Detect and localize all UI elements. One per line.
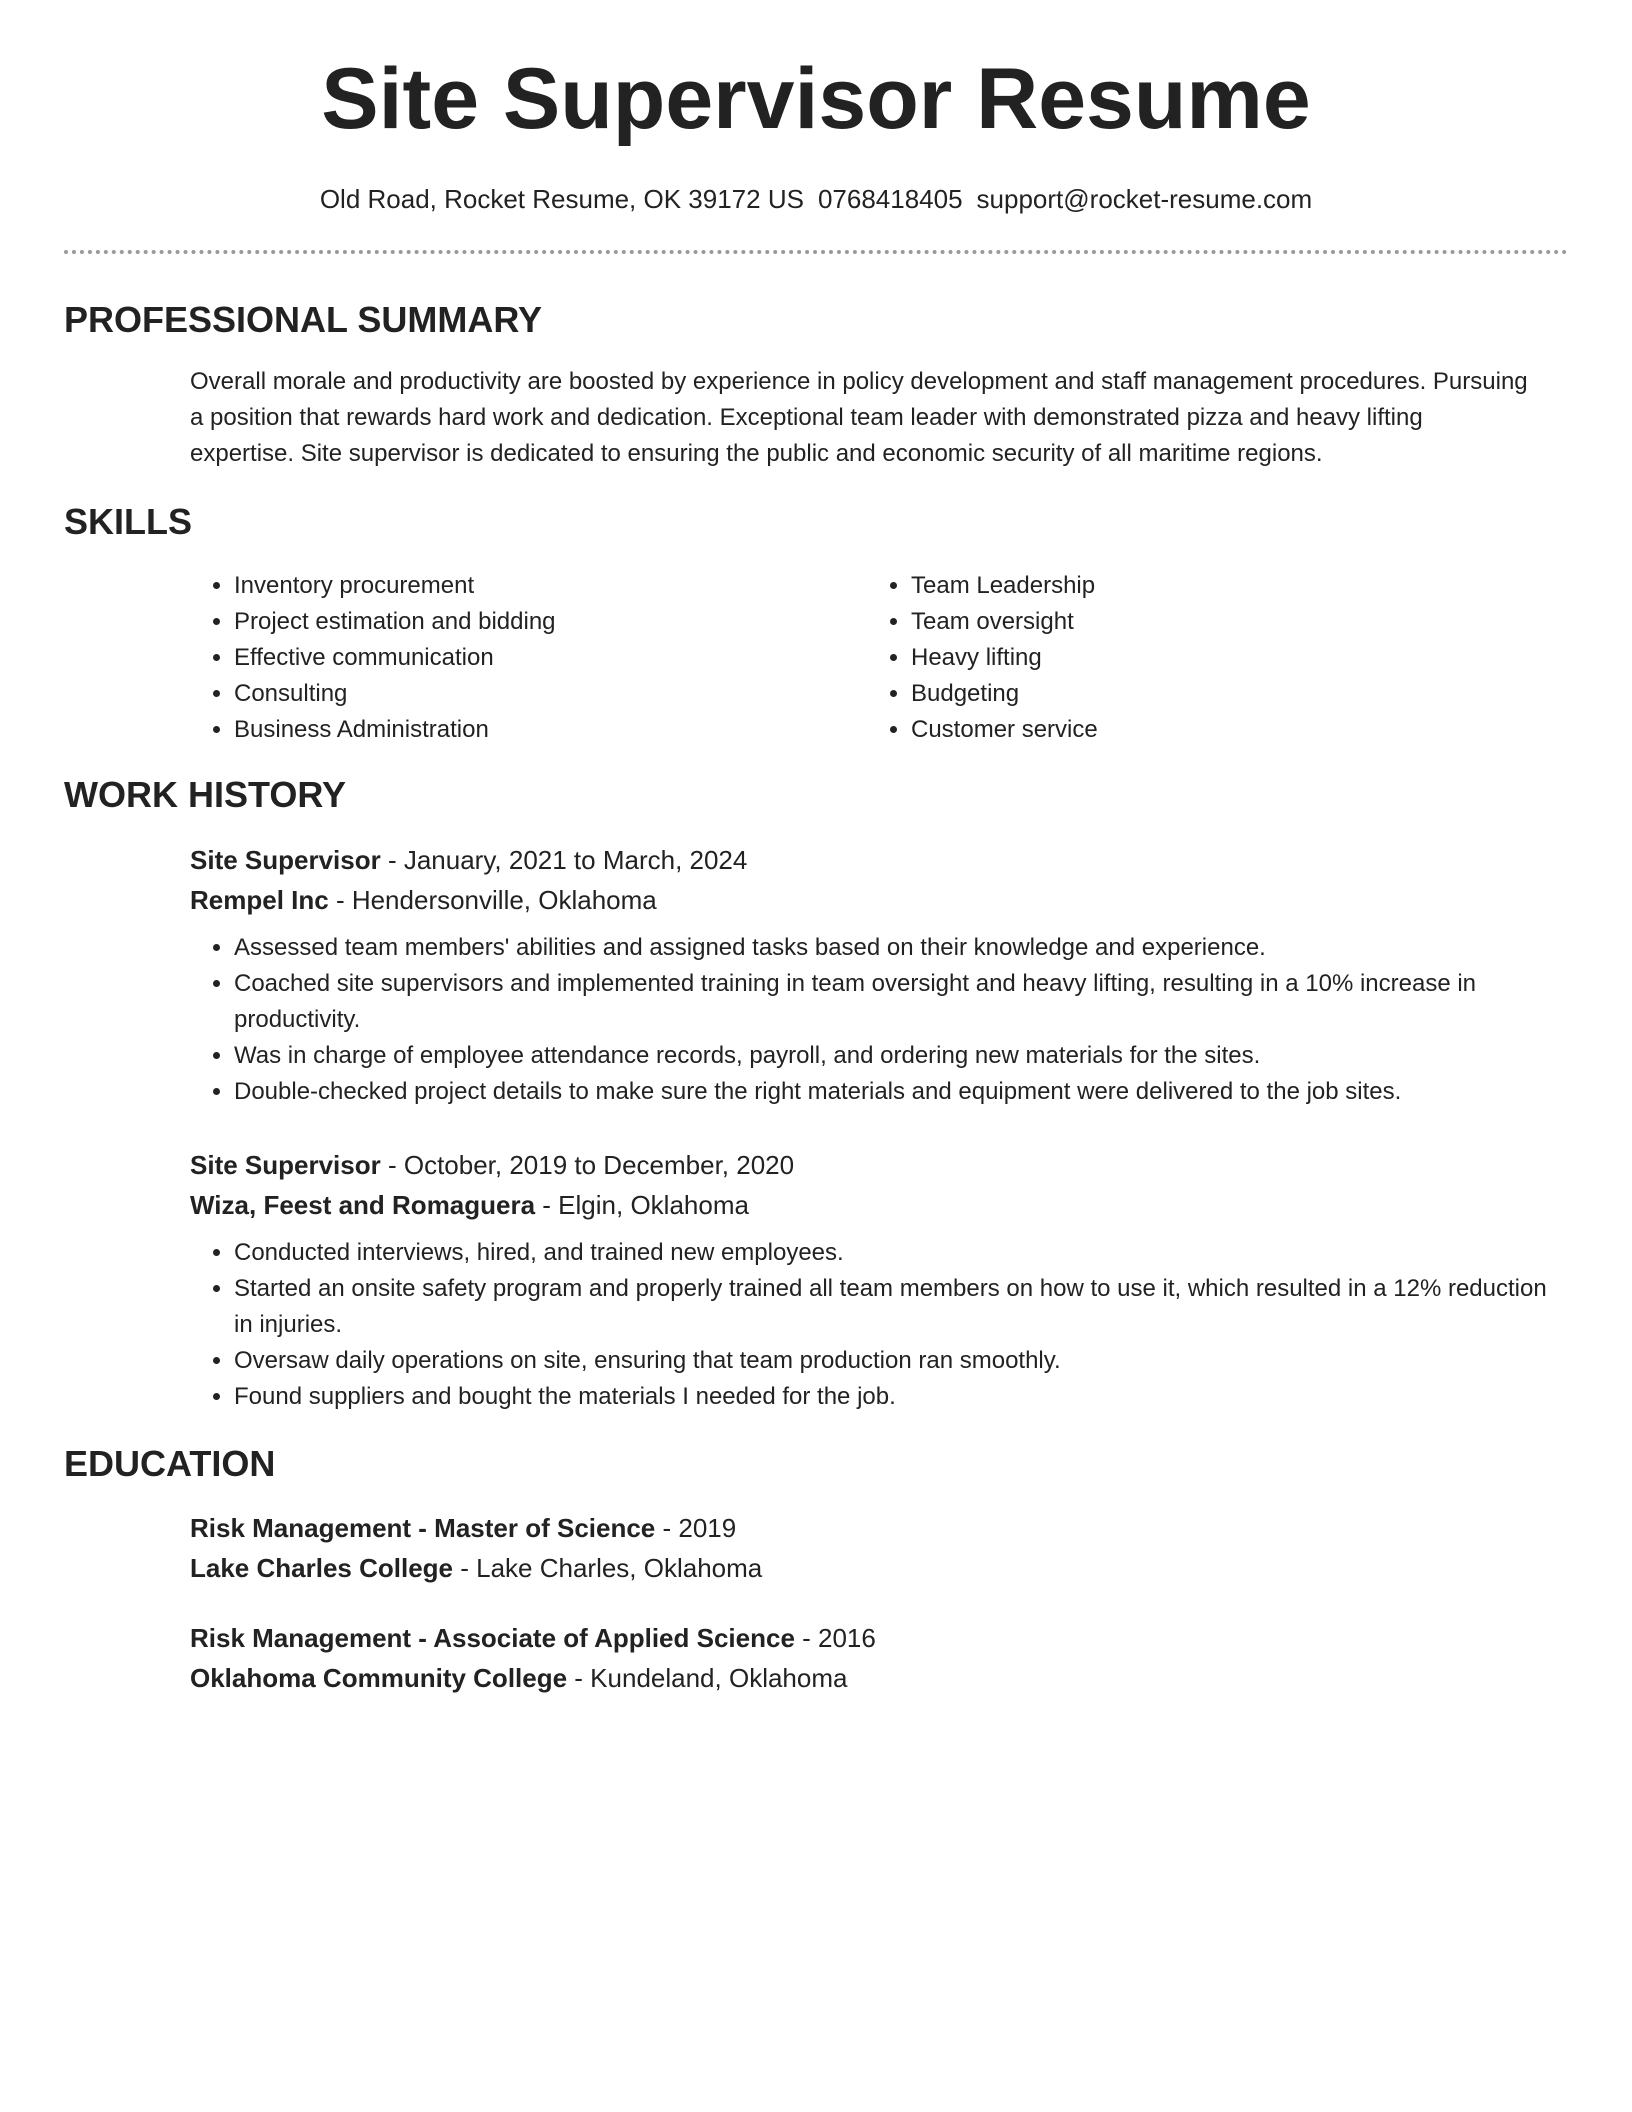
education-school-line: [190, 1658, 1550, 1698]
education-degree-line: [190, 1508, 1550, 1548]
skill-item: • Business Administration: [234, 712, 556, 748]
job-bullet: • Conducted interviews, hired, and trained new employees.: [234, 1235, 1550, 1271]
skill-item: • Customer service: [911, 712, 1098, 748]
header-divider: [64, 250, 1568, 254]
summary-text: Overall morale and productivity are boosted by experience in policy development and staff management procedures. Pursuing a position that rewards hard work and dedication. Exceptional team leader with demonstrated pizza and heavy lifting expertise. Site supervisor is dedicated to ensuring the public and economic security of all maritime regions.: [190, 368, 1528, 467]
job-company: Wiza, Feest and Romaguera: [190, 1190, 536, 1220]
job-bullet: • Started an onsite safety program and properly trained all team members on how to use it, which resulted in a 12% reduction in injuries.: [234, 1271, 1550, 1343]
education-entry: [190, 1618, 1550, 1698]
job-entry: [190, 840, 1550, 1110]
job-bullet: • Assessed team members' abilities and assigned tasks based on their knowledge and experience.: [234, 930, 1550, 966]
job-dates: - October, 2019 to December, 2020: [380, 1150, 795, 1180]
job-bullet: • Oversaw daily operations on site, ensuring that team production ran smoothly.: [234, 1343, 1550, 1379]
education-entry: [190, 1508, 1550, 1588]
contact-line: [0, 180, 1632, 218]
job-dates: - January, 2021 to March, 2024: [380, 845, 748, 875]
skill-item: • Effective communication: [234, 640, 556, 676]
skill-item: • Budgeting: [911, 676, 1098, 712]
education-year: - 2016: [794, 1623, 876, 1653]
resume-title: Site Supervisor Resume: [321, 51, 1311, 147]
skills-list-left: [190, 568, 556, 748]
education-degree: Risk Management - Associate of Applied Science: [190, 1623, 795, 1653]
skills-list-right: [867, 568, 1098, 748]
job-title-line: [190, 840, 1550, 880]
education-degree-line: [190, 1618, 1550, 1658]
skill-item: • Heavy lifting: [911, 640, 1098, 676]
job-title: Site Supervisor: [190, 845, 381, 875]
education-school: Oklahoma Community College: [190, 1663, 568, 1693]
skill-item: • Inventory procurement: [234, 568, 556, 604]
job-company-line: [190, 880, 1550, 920]
job-title-line: [190, 1145, 1550, 1185]
job-location: - Elgin, Oklahoma: [535, 1190, 749, 1220]
skill-item: • Team Leadership: [911, 568, 1098, 604]
job-bullets: [190, 1235, 1550, 1415]
education-degree: Risk Management - Master of Science: [190, 1513, 656, 1543]
contact-email[interactable]: support@rocket-resume.com: [976, 184, 1313, 214]
job-title: Site Supervisor: [190, 1150, 381, 1180]
job-company: Rempel Inc: [190, 885, 329, 915]
job-bullets: [190, 930, 1550, 1110]
job-entry: [190, 1145, 1550, 1415]
job-bullet: • Was in charge of employee attendance records, payroll, and ordering new materials for the sites.: [234, 1038, 1550, 1074]
skills-heading: SKILLS: [64, 501, 193, 542]
job-company-line: [190, 1185, 1550, 1225]
skill-item: • Team oversight: [911, 604, 1098, 640]
job-bullet: • Found suppliers and bought the materials I needed for the job.: [234, 1379, 1550, 1415]
job-bullet: • Double-checked project details to make sure the right materials and equipment were delivered to the job sites.: [234, 1074, 1550, 1110]
skill-item: • Project estimation and bidding: [234, 604, 556, 640]
education-heading: EDUCATION: [64, 1443, 276, 1484]
contact-address: Old Road, Rocket Resume, OK 39172 US: [319, 184, 804, 214]
education-school: Lake Charles College: [190, 1553, 453, 1583]
job-location: - Hendersonville, Oklahoma: [328, 885, 657, 915]
education-year: - 2019: [655, 1513, 737, 1543]
summary-heading: PROFESSIONAL SUMMARY: [64, 299, 543, 340]
job-bullet: • Coached site supervisors and implemented training in team oversight and heavy lifting, resulting in a 10% increase in productivity.: [234, 966, 1550, 1038]
work-heading: WORK HISTORY: [64, 774, 347, 815]
education-school-line: [190, 1548, 1550, 1588]
skill-item: • Consulting: [234, 676, 556, 712]
contact-phone: 0768418405: [817, 184, 963, 214]
education-location: - Lake Charles, Oklahoma: [453, 1553, 763, 1583]
education-location: - Kundeland, Oklahoma: [567, 1663, 848, 1693]
